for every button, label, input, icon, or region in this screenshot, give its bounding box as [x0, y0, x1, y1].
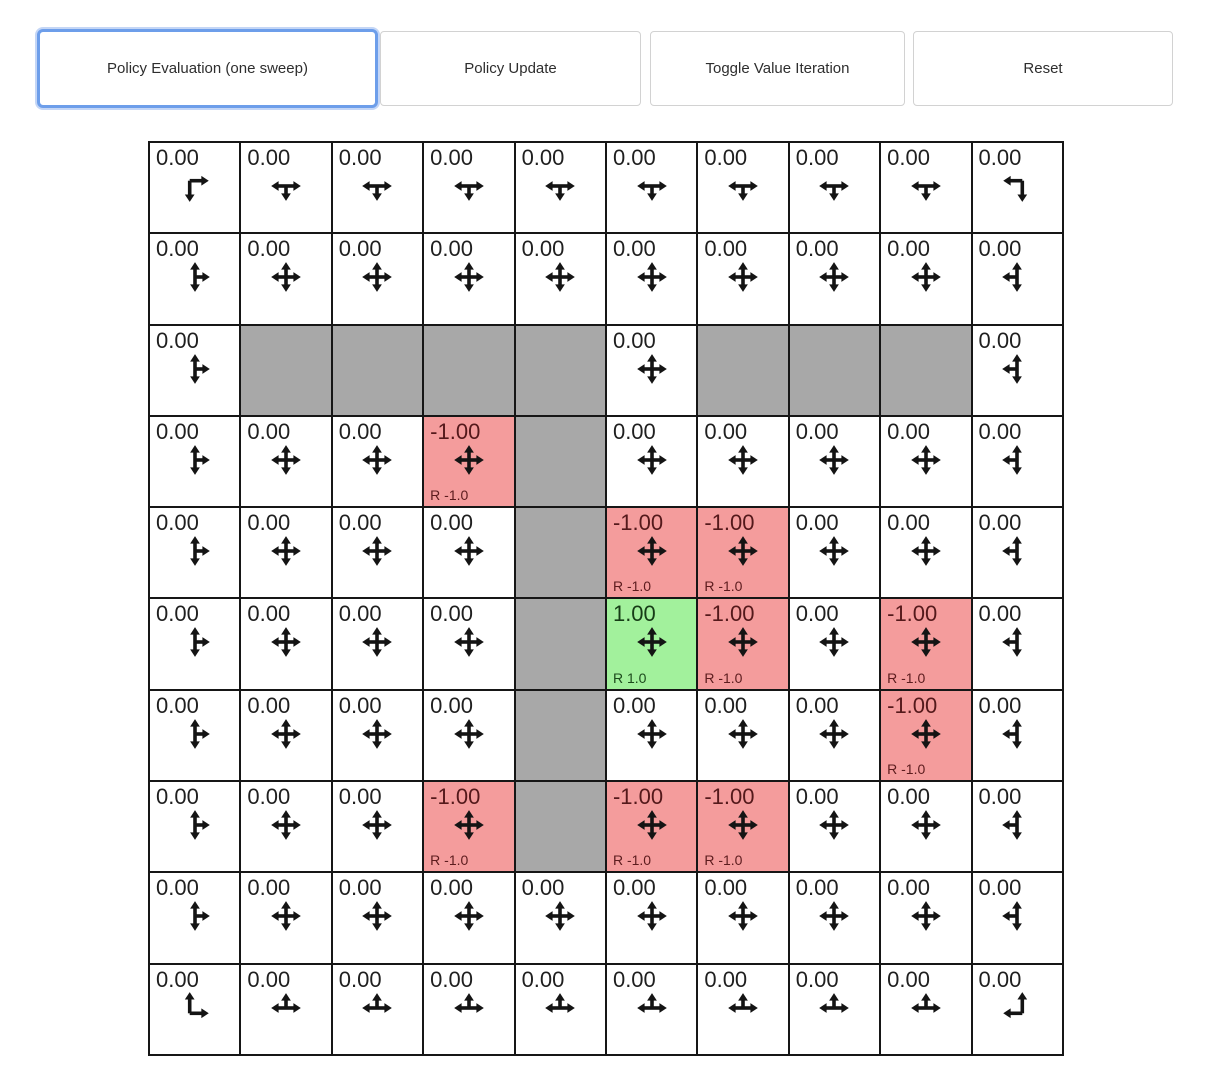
- cell-value: 0.00: [338, 875, 382, 901]
- grid-state-cell-r6c5[interactable]: [607, 691, 698, 782]
- cell-value: 0.00: [247, 510, 291, 536]
- grid-state-cell-r0c9[interactable]: [973, 143, 1064, 234]
- policy-arrows-udlr-icon: [790, 624, 879, 660]
- cell-value: -1.00: [887, 601, 938, 627]
- policy-arrows-udlr-icon: [698, 898, 787, 934]
- grid-wall-cell-r2c6[interactable]: [698, 326, 789, 417]
- policy-arrows-lrd-icon: [424, 168, 513, 204]
- grid-wall-cell-r4c4[interactable]: [516, 508, 607, 599]
- policy-arrows-udr-icon: [150, 898, 239, 934]
- grid-state-cell-r4c3[interactable]: [424, 508, 515, 599]
- grid-state-cell-r5c1[interactable]: [241, 599, 332, 690]
- grid-wall-cell-r3c4[interactable]: [516, 417, 607, 508]
- policy-arrows-lrd-icon: [790, 168, 879, 204]
- cell-value: 0.00: [795, 875, 839, 901]
- cell-value: 0.00: [521, 145, 565, 170]
- policy-arrows-udlr-icon: [881, 898, 970, 934]
- policy-arrows-udl-icon: [973, 807, 1062, 843]
- policy-arrows-udlr-icon: [881, 716, 970, 752]
- cell-value: 0.00: [247, 145, 291, 170]
- cell-value: 0.00: [430, 510, 473, 536]
- grid-state-cell-r0c8[interactable]: [881, 143, 972, 234]
- policy-arrows-udlr-icon: [698, 533, 787, 569]
- grid-state-cell-r9c2[interactable]: [333, 965, 424, 1056]
- policy-arrows-udlr-icon: [241, 807, 330, 843]
- grid-state-cell-r9c8[interactable]: [881, 965, 972, 1056]
- cell-value: 0.00: [978, 327, 1022, 353]
- grid-goal-cell-r5c5[interactable]: [607, 599, 698, 690]
- cell-value: 0.00: [978, 966, 1022, 992]
- policy-arrows-udlr-icon: [333, 716, 422, 752]
- grid-state-cell-r7c0[interactable]: [150, 782, 241, 873]
- cell-value: 0.00: [704, 418, 748, 444]
- cell-value: 0.00: [612, 692, 656, 718]
- policy-arrows-lru-icon: [424, 990, 513, 1026]
- grid-state-cell-r2c0[interactable]: [150, 326, 241, 417]
- policy-arrows-udlr-icon: [881, 624, 970, 660]
- cell-value: 0.00: [156, 966, 199, 992]
- policy-arrows-udlr-icon: [881, 259, 970, 295]
- policy-arrows-udlr-icon: [241, 898, 330, 934]
- cell-value: 1.00: [612, 601, 656, 627]
- grid-state-cell-r2c5[interactable]: [607, 326, 698, 417]
- cell-value: 0.00: [156, 510, 199, 536]
- policy-arrows-udlr-icon: [241, 624, 330, 660]
- grid-penalty-cell-r3c3[interactable]: [424, 417, 515, 508]
- policy-arrows-lru-icon: [333, 990, 422, 1026]
- cell-value: 0.00: [612, 875, 656, 901]
- grid-state-cell-r4c2[interactable]: [333, 508, 424, 599]
- cell-value: 0.00: [887, 966, 930, 992]
- gridworld-grid: [148, 141, 1064, 1056]
- cell-value: 0.00: [156, 692, 199, 718]
- grid-wall-cell-r2c1[interactable]: [241, 326, 332, 417]
- policy-arrows-lru-icon: [607, 990, 696, 1026]
- policy-elbow-ru-icon: [150, 990, 239, 1026]
- cell-value: 0.00: [156, 784, 199, 810]
- cell-value: 0.00: [612, 966, 656, 992]
- policy-arrows-lrd-icon: [333, 168, 422, 204]
- cell-value: 0.00: [156, 327, 199, 353]
- policy-arrows-udr-icon: [150, 259, 239, 295]
- cell-value: 0.00: [795, 784, 839, 810]
- cell-value: -1.00: [612, 510, 664, 536]
- grid-state-cell-r0c7[interactable]: [790, 143, 881, 234]
- grid-state-cell-r7c1[interactable]: [241, 782, 332, 873]
- cell-value: 0.00: [887, 236, 930, 262]
- cell-value: 0.00: [978, 784, 1022, 810]
- policy-elbow-rd-icon: [150, 168, 239, 204]
- grid-state-cell-r2c9[interactable]: [973, 326, 1064, 417]
- policy-arrows-udlr-icon: [424, 259, 513, 295]
- reward-label: R -1.0: [612, 578, 652, 595]
- grid-state-cell-r8c4[interactable]: [516, 873, 607, 964]
- policy-arrows-udlr-icon: [881, 533, 970, 569]
- grid-wall-cell-r2c7[interactable]: [790, 326, 881, 417]
- cell-value: 0.00: [978, 692, 1022, 718]
- grid-state-cell-r6c2[interactable]: [333, 691, 424, 782]
- cell-value: 0.00: [247, 418, 291, 444]
- grid-state-cell-r9c1[interactable]: [241, 965, 332, 1056]
- grid-state-cell-r7c7[interactable]: [790, 782, 881, 873]
- cell-value: -1.00: [704, 510, 755, 536]
- policy-arrows-udlr-icon: [333, 898, 422, 934]
- grid-state-cell-r4c8[interactable]: [881, 508, 972, 599]
- policy-arrows-udlr-icon: [698, 442, 787, 478]
- policy-arrows-udlr-icon: [424, 807, 513, 843]
- toolbar: [0, 0, 1208, 120]
- cell-value: 0.00: [612, 145, 656, 170]
- policy-arrows-lru-icon: [698, 990, 787, 1026]
- policy-arrows-udl-icon: [973, 351, 1062, 387]
- reward-label: R -1.0: [704, 852, 743, 869]
- cell-value: 0.00: [887, 875, 930, 901]
- cell-value: 0.00: [795, 236, 839, 262]
- grid-wall-cell-r2c4[interactable]: [516, 326, 607, 417]
- grid-state-cell-r5c0[interactable]: [150, 599, 241, 690]
- cell-value: 0.00: [978, 145, 1022, 170]
- cell-value: 0.00: [156, 145, 199, 170]
- policy-arrows-udl-icon: [973, 624, 1062, 660]
- policy-arrows-udl-icon: [973, 533, 1062, 569]
- policy-arrows-udlr-icon: [333, 624, 422, 660]
- policy-arrows-udlr-icon: [790, 533, 879, 569]
- grid-state-cell-r0c0[interactable]: [150, 143, 241, 234]
- cell-value: -1.00: [430, 784, 481, 810]
- policy-arrows-udlr-icon: [790, 259, 879, 295]
- policy-arrows-lrd-icon: [516, 168, 605, 204]
- grid-state-cell-r4c9[interactable]: [973, 508, 1064, 599]
- grid-state-cell-r6c6[interactable]: [698, 691, 789, 782]
- reward-label: R -1.0: [887, 669, 926, 686]
- grid-state-cell-r5c9[interactable]: [973, 599, 1064, 690]
- reward-label: R -1.0: [704, 578, 743, 595]
- grid-state-cell-r1c5[interactable]: [607, 234, 698, 325]
- cell-value: 0.00: [338, 692, 382, 718]
- policy-arrows-udl-icon: [973, 716, 1062, 752]
- grid-state-cell-r3c0[interactable]: [150, 417, 241, 508]
- cell-value: 0.00: [795, 601, 839, 627]
- policy-arrows-udlr-icon: [516, 898, 605, 934]
- cell-value: 0.00: [704, 145, 748, 170]
- grid-state-cell-r8c6[interactable]: [698, 873, 789, 964]
- policy-arrows-udr-icon: [150, 624, 239, 660]
- policy-arrows-udlr-icon: [516, 259, 605, 295]
- grid-state-cell-r9c9[interactable]: [973, 965, 1064, 1056]
- grid-state-cell-r8c2[interactable]: [333, 873, 424, 964]
- cell-value: 0.00: [978, 236, 1022, 262]
- cell-value: 0.00: [704, 966, 748, 992]
- grid-state-cell-r0c1[interactable]: [241, 143, 332, 234]
- grid-state-cell-r6c3[interactable]: [424, 691, 515, 782]
- cell-value: 0.00: [338, 145, 382, 170]
- cell-value: 0.00: [887, 784, 930, 810]
- cell-value: 0.00: [795, 145, 839, 170]
- grid-state-cell-r1c7[interactable]: [790, 234, 881, 325]
- grid-state-cell-r0c4[interactable]: [516, 143, 607, 234]
- policy-arrows-udlr-icon: [241, 259, 330, 295]
- grid-state-cell-r0c5[interactable]: [607, 143, 698, 234]
- policy-arrows-udl-icon: [973, 442, 1062, 478]
- cell-value: 0.00: [521, 875, 565, 901]
- policy-arrows-udlr-icon: [790, 716, 879, 752]
- grid-state-cell-r8c8[interactable]: [881, 873, 972, 964]
- cell-value: 0.00: [338, 510, 382, 536]
- cell-value: 0.00: [978, 510, 1022, 536]
- policy-arrows-udlr-icon: [607, 442, 696, 478]
- grid-state-cell-r6c1[interactable]: [241, 691, 332, 782]
- policy-arrows-lru-icon: [790, 990, 879, 1026]
- cell-value: 0.00: [338, 601, 382, 627]
- cell-value: 0.00: [430, 966, 473, 992]
- policy-arrows-udlr-icon: [333, 807, 422, 843]
- policy-arrows-udlr-icon: [790, 807, 879, 843]
- cell-value: 0.00: [612, 327, 656, 353]
- policy-arrows-udlr-icon: [790, 442, 879, 478]
- grid-state-cell-r7c8[interactable]: [881, 782, 972, 873]
- policy-arrows-udl-icon: [973, 898, 1062, 934]
- grid-state-cell-r0c2[interactable]: [333, 143, 424, 234]
- policy-arrows-udlr-icon: [607, 898, 696, 934]
- grid-state-cell-r9c5[interactable]: [607, 965, 698, 1056]
- grid-state-cell-r1c6[interactable]: [698, 234, 789, 325]
- policy-arrows-udlr-icon: [881, 807, 970, 843]
- grid-state-cell-r6c0[interactable]: [150, 691, 241, 782]
- grid-state-cell-r0c3[interactable]: [424, 143, 515, 234]
- grid-state-cell-r3c1[interactable]: [241, 417, 332, 508]
- policy-arrows-udr-icon: [150, 807, 239, 843]
- policy-elbow-ld-icon: [973, 168, 1062, 204]
- policy-arrows-udlr-icon: [607, 533, 696, 569]
- cell-value: 0.00: [338, 784, 382, 810]
- cell-value: 0.00: [521, 966, 565, 992]
- reward-label: R -1.0: [430, 852, 469, 869]
- policy-arrows-udlr-icon: [698, 624, 787, 660]
- grid-wall-cell-r2c2[interactable]: [333, 326, 424, 417]
- policy-arrows-lrd-icon: [881, 168, 970, 204]
- policy-arrows-udlr-icon: [698, 716, 787, 752]
- cell-value: 0.00: [978, 418, 1022, 444]
- cell-value: 0.00: [247, 692, 291, 718]
- grid-penalty-cell-r5c6[interactable]: [698, 599, 789, 690]
- grid-penalty-cell-r4c5[interactable]: [607, 508, 698, 599]
- grid-state-cell-r3c5[interactable]: [607, 417, 698, 508]
- grid-state-cell-r1c4[interactable]: [516, 234, 607, 325]
- grid-penalty-cell-r7c5[interactable]: [607, 782, 698, 873]
- policy-arrows-lrd-icon: [607, 168, 696, 204]
- grid-state-cell-r4c7[interactable]: [790, 508, 881, 599]
- policy-arrows-udlr-icon: [607, 259, 696, 295]
- policy-arrows-udr-icon: [150, 533, 239, 569]
- policy-arrows-udlr-icon: [698, 807, 787, 843]
- policy-arrows-udlr-icon: [790, 898, 879, 934]
- grid-wall-cell-r2c3[interactable]: [424, 326, 515, 417]
- grid-penalty-cell-r5c8[interactable]: [881, 599, 972, 690]
- policy-arrows-udl-icon: [973, 259, 1062, 295]
- grid-state-cell-r1c9[interactable]: [973, 234, 1064, 325]
- grid-state-cell-r1c8[interactable]: [881, 234, 972, 325]
- toggle-value-iteration-button[interactable]: Toggle Value Iteration: [650, 31, 905, 106]
- policy-arrows-udlr-icon: [607, 807, 696, 843]
- grid-state-cell-r7c2[interactable]: [333, 782, 424, 873]
- cell-value: 0.00: [887, 510, 930, 536]
- grid-state-cell-r9c4[interactable]: [516, 965, 607, 1056]
- grid-wall-cell-r7c4[interactable]: [516, 782, 607, 873]
- policy-arrows-udlr-icon: [241, 533, 330, 569]
- policy-arrows-udlr-icon: [424, 442, 513, 478]
- cell-value: 0.00: [704, 236, 748, 262]
- cell-value: 0.00: [247, 236, 291, 262]
- cell-value: 0.00: [704, 692, 748, 718]
- policy-arrows-lru-icon: [881, 990, 970, 1026]
- cell-value: -1.00: [887, 692, 938, 718]
- cell-value: 0.00: [338, 966, 382, 992]
- policy-arrows-udlr-icon: [881, 442, 970, 478]
- cell-value: 0.00: [704, 875, 748, 901]
- reward-label: R -1.0: [704, 669, 743, 686]
- cell-value: 0.00: [156, 236, 199, 262]
- grid-state-cell-r1c0[interactable]: [150, 234, 241, 325]
- reward-label: R -1.0: [887, 761, 926, 778]
- grid-state-cell-r9c6[interactable]: [698, 965, 789, 1056]
- policy-arrows-lru-icon: [516, 990, 605, 1026]
- grid-state-cell-r6c9[interactable]: [973, 691, 1064, 782]
- policy-arrows-lru-icon: [241, 990, 330, 1026]
- cell-value: 0.00: [156, 875, 199, 901]
- cell-value: 0.00: [978, 875, 1022, 901]
- grid-wall-cell-r5c4[interactable]: [516, 599, 607, 690]
- policy-arrows-udlr-icon: [424, 533, 513, 569]
- policy-arrows-udlr-icon: [333, 442, 422, 478]
- grid-state-cell-r3c7[interactable]: [790, 417, 881, 508]
- grid-state-cell-r3c9[interactable]: [973, 417, 1064, 508]
- grid-state-cell-r8c0[interactable]: [150, 873, 241, 964]
- policy-arrows-udlr-icon: [241, 716, 330, 752]
- grid-state-cell-r9c3[interactable]: [424, 965, 515, 1056]
- policy-arrows-udlr-icon: [424, 898, 513, 934]
- cell-value: 0.00: [430, 875, 473, 901]
- reward-label: R 1.0: [612, 669, 647, 686]
- policy-arrows-udlr-icon: [607, 716, 696, 752]
- policy-arrows-udlr-icon: [333, 259, 422, 295]
- grid-state-cell-r3c2[interactable]: [333, 417, 424, 508]
- cell-value: 0.00: [978, 601, 1022, 627]
- policy-arrows-udlr-icon: [607, 351, 696, 387]
- cell-value: 0.00: [156, 601, 199, 627]
- grid-wall-cell-r6c4[interactable]: [516, 691, 607, 782]
- cell-value: 0.00: [247, 966, 291, 992]
- cell-value: -1.00: [704, 601, 755, 627]
- cell-value: 0.00: [795, 966, 839, 992]
- cell-value: 0.00: [430, 236, 473, 262]
- reward-label: R -1.0: [612, 852, 652, 869]
- cell-value: 0.00: [247, 875, 291, 901]
- grid-state-cell-r3c6[interactable]: [698, 417, 789, 508]
- reward-label: R -1.0: [430, 487, 469, 504]
- grid-state-cell-r1c2[interactable]: [333, 234, 424, 325]
- grid-penalty-cell-r7c3[interactable]: [424, 782, 515, 873]
- cell-value: -1.00: [704, 784, 755, 810]
- policy-arrows-udlr-icon: [424, 624, 513, 660]
- cell-value: 0.00: [795, 418, 839, 444]
- cell-value: 0.00: [612, 236, 656, 262]
- cell-value: 0.00: [430, 145, 473, 170]
- policy-update-button[interactable]: Policy Update: [380, 31, 641, 106]
- policy-arrows-udr-icon: [150, 351, 239, 387]
- policy-arrows-udr-icon: [150, 442, 239, 478]
- cell-value: 0.00: [795, 692, 839, 718]
- grid-state-cell-r5c3[interactable]: [424, 599, 515, 690]
- cell-value: 0.00: [612, 418, 656, 444]
- cell-value: 0.00: [338, 418, 382, 444]
- grid-state-cell-r0c6[interactable]: [698, 143, 789, 234]
- cell-value: 0.00: [156, 418, 199, 444]
- grid-state-cell-r4c0[interactable]: [150, 508, 241, 599]
- grid-state-cell-r5c2[interactable]: [333, 599, 424, 690]
- grid-penalty-cell-r6c8[interactable]: [881, 691, 972, 782]
- cell-value: 0.00: [338, 236, 382, 262]
- cell-value: 0.00: [795, 510, 839, 536]
- cell-value: 0.00: [247, 601, 291, 627]
- policy-arrows-lrd-icon: [241, 168, 330, 204]
- policy-evaluation-button[interactable]: Policy Evaluation (one sweep): [37, 29, 378, 108]
- cell-value: -1.00: [430, 418, 481, 444]
- grid-state-cell-r1c1[interactable]: [241, 234, 332, 325]
- policy-elbow-lu-icon: [973, 990, 1062, 1026]
- reset-button[interactable]: Reset: [913, 31, 1173, 106]
- policy-arrows-udlr-icon: [698, 259, 787, 295]
- cell-value: -1.00: [612, 784, 664, 810]
- grid-wall-cell-r2c8[interactable]: [881, 326, 972, 417]
- grid-state-cell-r9c7[interactable]: [790, 965, 881, 1056]
- policy-arrows-udr-icon: [150, 716, 239, 752]
- grid-state-cell-r7c9[interactable]: [973, 782, 1064, 873]
- grid-state-cell-r8c3[interactable]: [424, 873, 515, 964]
- grid-state-cell-r8c9[interactable]: [973, 873, 1064, 964]
- grid-state-cell-r8c7[interactable]: [790, 873, 881, 964]
- grid-penalty-cell-r7c6[interactable]: [698, 782, 789, 873]
- grid-state-cell-r1c3[interactable]: [424, 234, 515, 325]
- cell-value: 0.00: [887, 418, 930, 444]
- grid-state-cell-r8c1[interactable]: [241, 873, 332, 964]
- cell-value: 0.00: [247, 784, 291, 810]
- grid-state-cell-r4c1[interactable]: [241, 508, 332, 599]
- grid-state-cell-r6c7[interactable]: [790, 691, 881, 782]
- policy-arrows-udlr-icon: [241, 442, 330, 478]
- cell-value: 0.00: [430, 601, 473, 627]
- policy-arrows-udlr-icon: [333, 533, 422, 569]
- cell-value: 0.00: [521, 236, 565, 262]
- grid-state-cell-r3c8[interactable]: [881, 417, 972, 508]
- grid-state-cell-r5c7[interactable]: [790, 599, 881, 690]
- policy-arrows-udlr-icon: [424, 716, 513, 752]
- grid-penalty-cell-r4c6[interactable]: [698, 508, 789, 599]
- policy-arrows-udlr-icon: [607, 624, 696, 660]
- grid-state-cell-r9c0[interactable]: [150, 965, 241, 1056]
- cell-value: 0.00: [887, 145, 930, 170]
- policy-arrows-lrd-icon: [698, 168, 787, 204]
- grid-state-cell-r8c5[interactable]: [607, 873, 698, 964]
- cell-value: 0.00: [430, 692, 473, 718]
